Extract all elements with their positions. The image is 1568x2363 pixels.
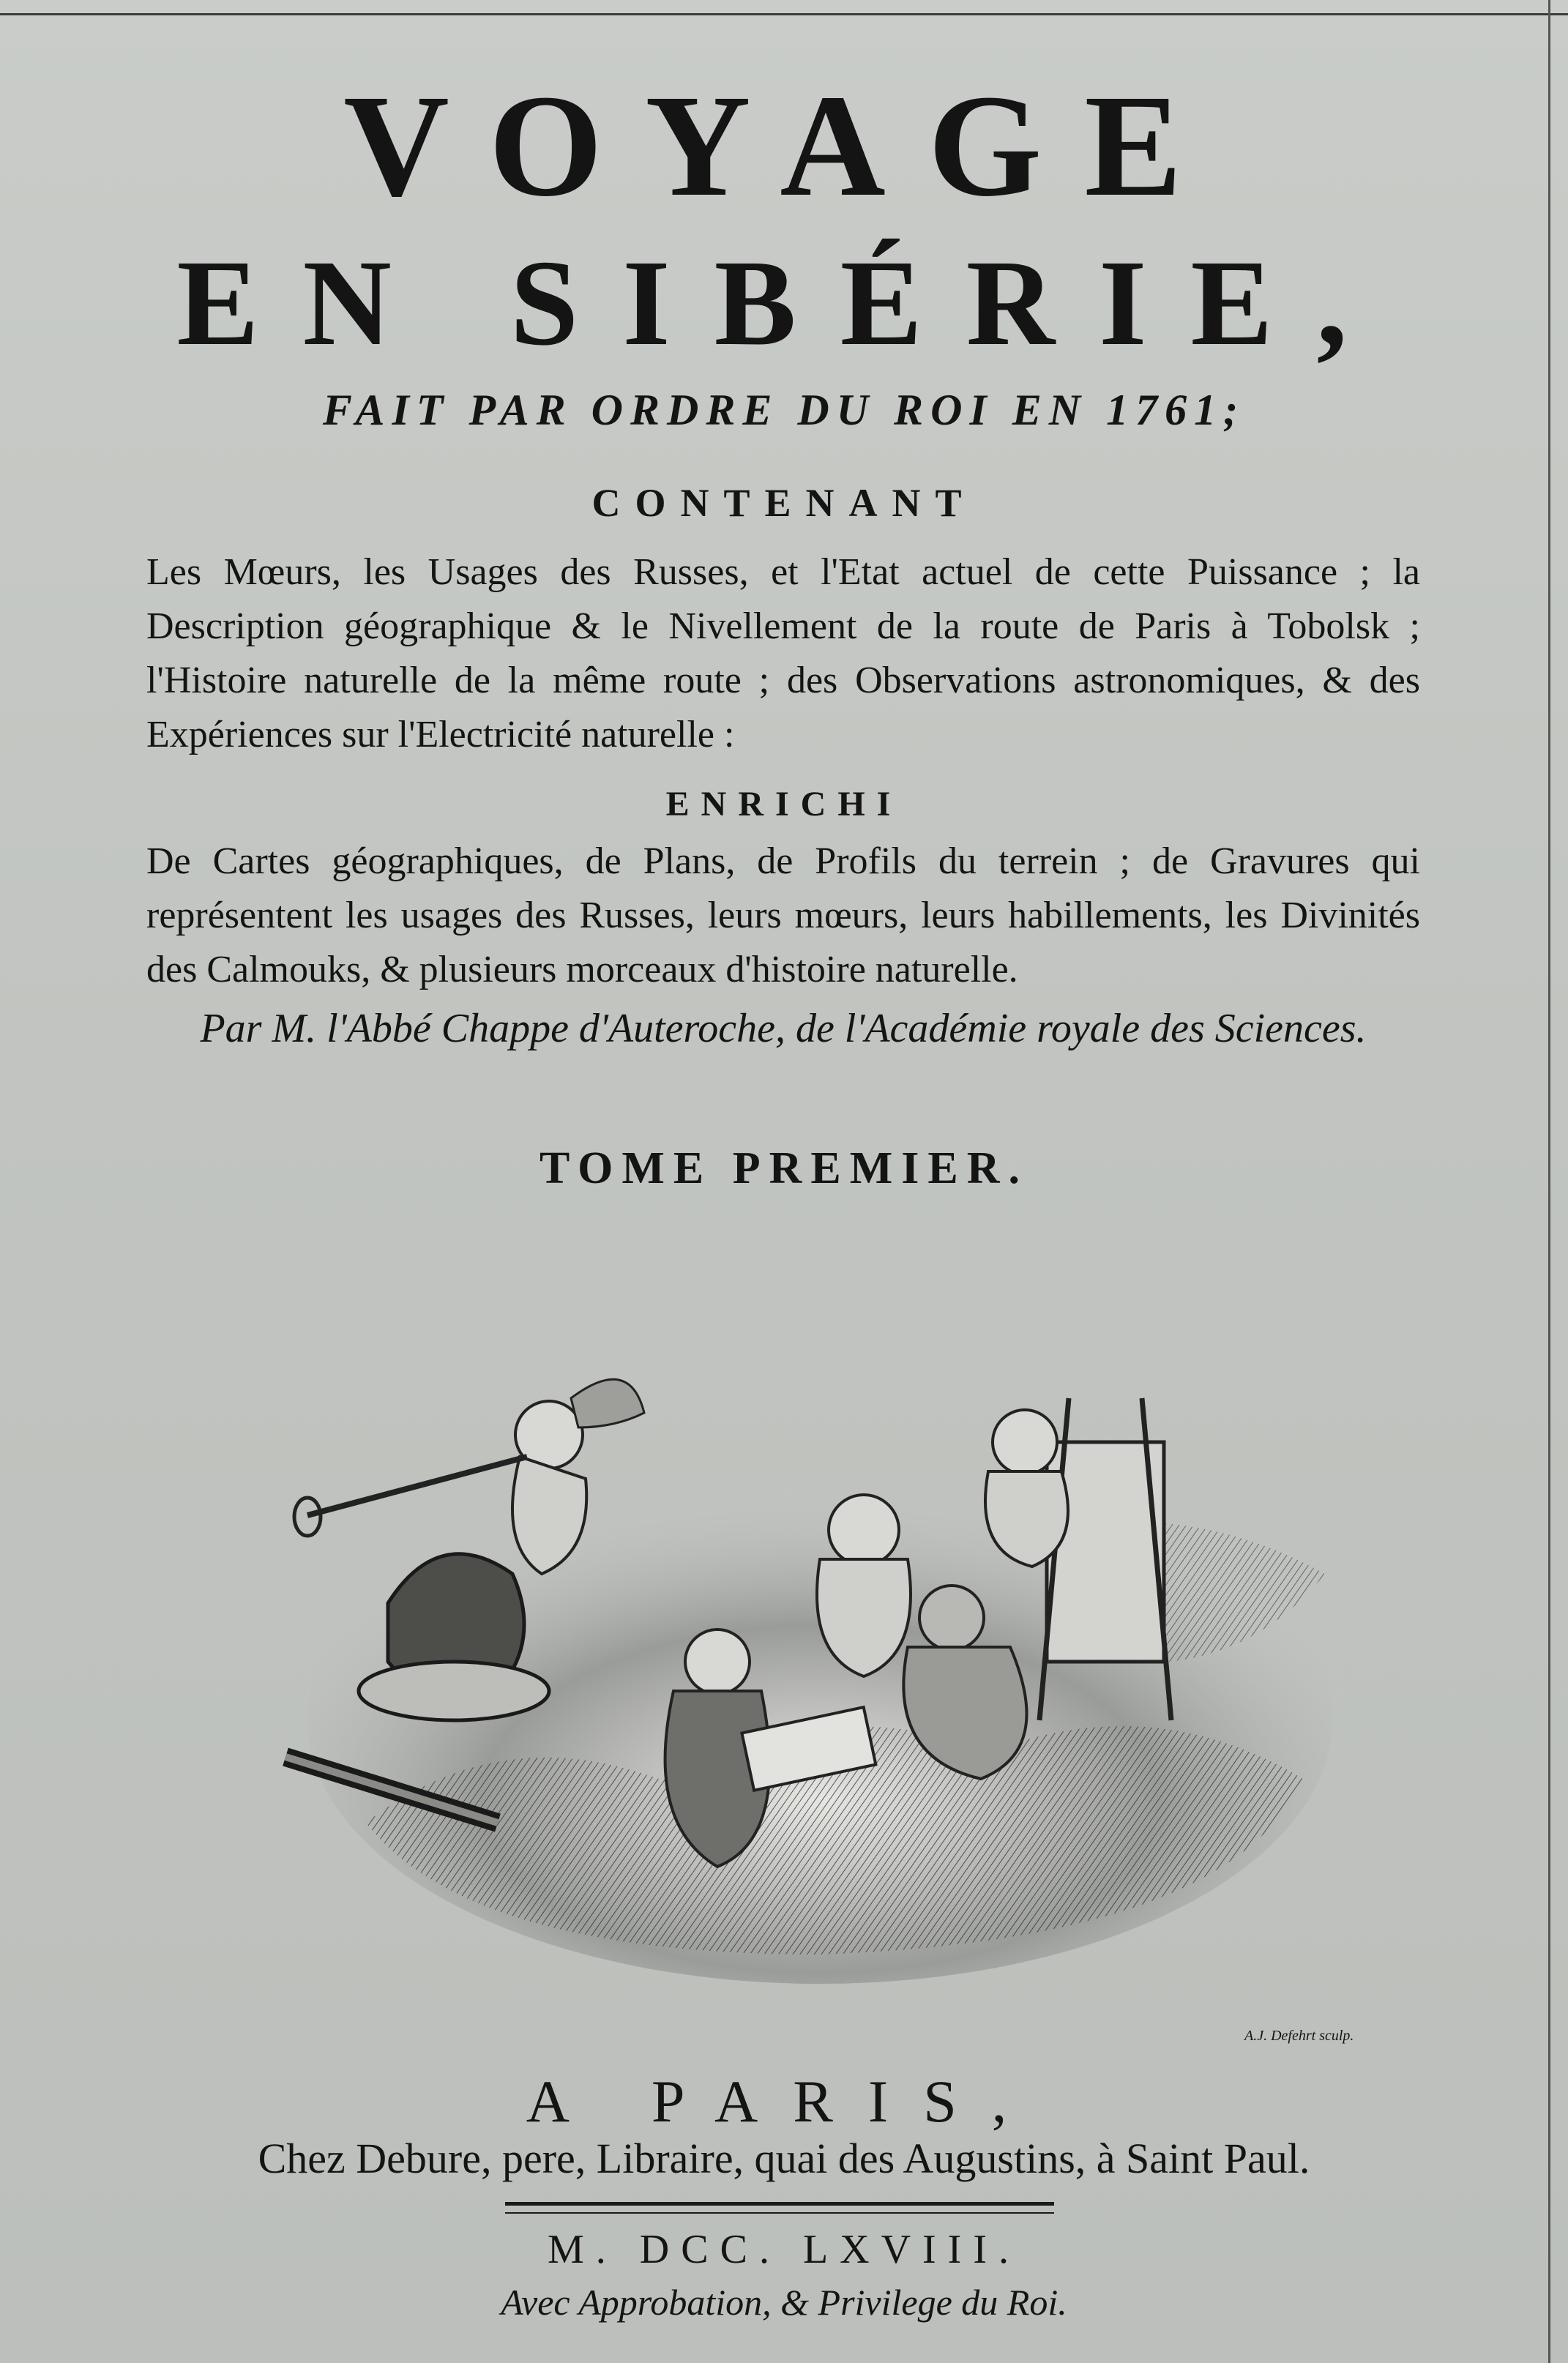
volume-label: TOME PREMIER. (539, 1143, 1029, 1193)
author-line: Par M. l'Abbé Chappe d'Auteroche, de l'Académie royale des Sciences. (200, 1006, 1367, 1051)
imprint-publisher: Chez Debure, pere, Libraire, quai des Augustins, à Saint Paul. (258, 2135, 1310, 2182)
imprint-approbation: Avec Approbation, & Privilege du Roi. (501, 2282, 1067, 2323)
title-line-1: VOYAGE (343, 65, 1225, 227)
top-border-line (0, 13, 1568, 15)
cherubs-vignette-engraving (278, 1310, 1362, 1984)
enriched-heading: ENRICHI (665, 785, 903, 824)
subtitle-line: FAIT PAR ORDRE DU ROI EN 1761; (322, 386, 1246, 434)
contents-paragraph: Les Mœurs, les Usages des Russes, et l'Etat actuel de cette Puissance ; la Description géographique & le Nivellement de la route de Paris à Tobolsk ; l'Histoire naturelle de la même route ; des Observations astronomiques, & des Expériences sur l'Electricité naturelle : (146, 551, 1420, 755)
imprint-city: A PARIS, (526, 2068, 1042, 2135)
engraver-signature: A.J. Defehrt sculp. (1244, 2028, 1354, 2044)
contents-heading: CONTENANT (591, 481, 977, 525)
imprint-year: M. DCC. LXVIII. (548, 2227, 1020, 2272)
imprint-rule-thick (505, 2202, 1054, 2206)
title-line-2: EN SIBÉRIE, (176, 235, 1392, 371)
enriched-paragraph: De Cartes géographiques, de Plans, de Profils du terrein ; de Gravures qui représentent les usages des Russes, leurs mœurs, leurs habillements, les Divinités des Calmouks, & plusieurs morceaux d'histoire naturelle. (146, 840, 1420, 990)
imprint-rule-thin (505, 2212, 1054, 2214)
